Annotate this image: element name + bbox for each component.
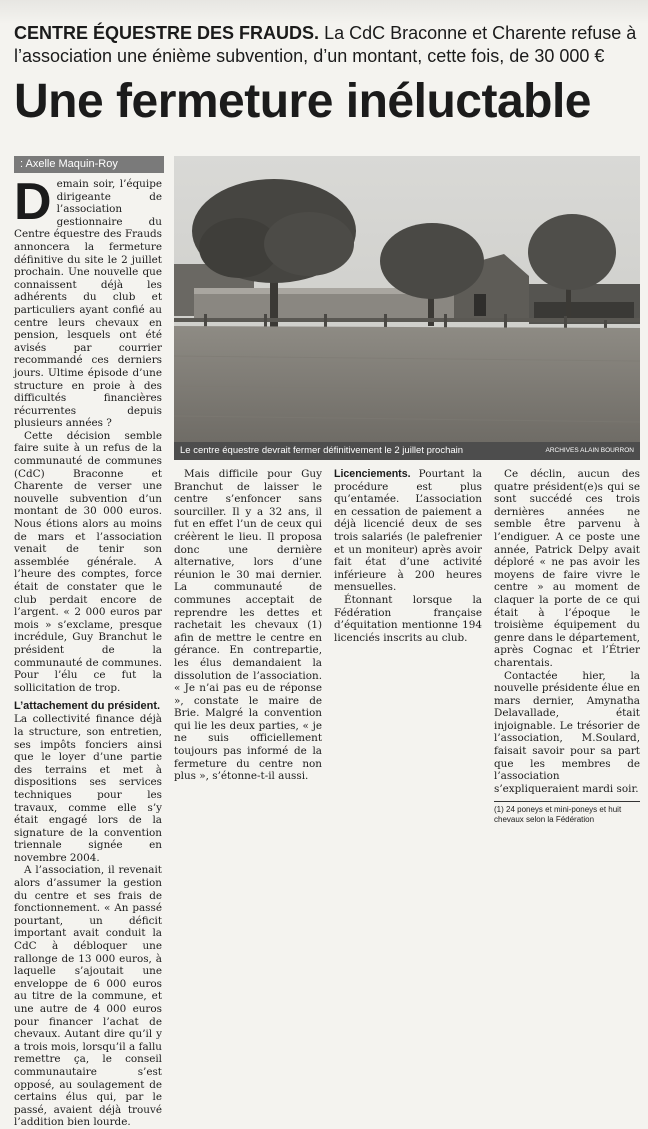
article-photo bbox=[174, 156, 640, 442]
equestrian-arena-photo bbox=[174, 156, 640, 442]
headline: Une fermeture inéluctable bbox=[14, 75, 591, 128]
subhead-licenciements: Licenciements. bbox=[334, 468, 411, 480]
footnote: (1) 24 poneys et mini-poneys et huit chevaux selon la Fédération bbox=[494, 801, 640, 825]
paragraph-8: Ce déclin, aucun des quatre président(e)s qui se sont succédé ces trois dernières années ne semble être parvenu à l’endiguer. A ce poste une année, Patrick Delpy avait déploré « ne pas avoir les moyens de faire vivre le centre » au moment de claquer la porte de ce qui était à l’époque le troisième équipement du genre dans le département, après Cognac et l’Étrier charentais. bbox=[494, 468, 640, 669]
lede-text: emain soir, l’équipe dirigeante de l’association gestionnaire du Centre équestre des Frauds annoncera la fermeture définitive du site le 2 juillet prochain. Une nouvelle que connaissent déjà les adhérents du club et particuliers ayant confié au centre leurs chevaux en pension, lesquels ont été avisés par courrier recommandé ces derniers jours. Ultime épisode d’une structure en proie à des difficultés financières récurrentes depuis plusieurs années ? bbox=[14, 178, 162, 430]
subhead-attachement: L’attachement du président. bbox=[14, 700, 161, 713]
kicker-text: La CdC Braconne et Charente refuse à l’association une énième subvention, d’un montant, cette fois, de 30 000 € bbox=[14, 23, 637, 66]
photo-credit: ARCHIVES ALAIN BOURRON bbox=[545, 447, 634, 454]
paragraph-2: Cette décision semble faire suite à un refus de la communauté de communes (CdC) Braconne et Charente de verser une nouvelle subvention d’un montant de 30 000 euros. Nous étions alors au moins de mars et l’association venait de tenir son assemblée générale. A l’heure des comptes, force était de constater que le club perdait encore de l’argent. « 2 000 euros par mois » s’exclame, presque incrédule, Guy Branchut le président de la communauté de communes. Pour l’élu ce fut la sollicitation de trop. bbox=[14, 429, 162, 694]
paragraph-9: Contactée hier, la nouvelle présidente élue en mars dernier, Amynatha Delavallade, était injoignable. Le trésorier de l’association, M.Soulard, faisait savoir pour sa part que les membres de l’association s’expliqueraient mardi soir. bbox=[494, 669, 640, 795]
photo-caption bbox=[174, 442, 640, 460]
article-column-3 bbox=[334, 468, 482, 758]
caption-text: Le centre équestre devrait fermer définitivement le 2 juillet prochain bbox=[180, 445, 464, 456]
byline: : Axelle Maquin-Roy bbox=[14, 156, 164, 173]
article-column-2 bbox=[174, 468, 322, 783]
paragraph-3: La collectivité finance déjà la structure, son entretien, ses impôts fonciers ainsi que le loyer d’une partie des terrains et met à dispositions ses services techniques pour les travaux, comme elle s’y était engagé lors de la signature de la convention triennale signée en novembre 2004. bbox=[14, 713, 162, 864]
paragraph-7: Étonnant lorsque la Fédération française d’équitation mentionne 194 licenciés inscrits au club. bbox=[334, 593, 482, 644]
kicker-label: CENTRE ÉQUESTRE DES FRAUDS. bbox=[14, 23, 320, 43]
previous-article-bleed bbox=[0, 0, 648, 24]
article-column-4 bbox=[494, 468, 640, 825]
paragraph-6-text: Pourtant la procédure est plus qu’entamée. L’association en cessation de paiement a déjà licencié deux de ses trois salariés (le palefrenier et un moniteur) après avoir fait état d’une activité inférieure à 200 heures mensuelles. bbox=[334, 468, 482, 594]
paragraph-6 bbox=[334, 468, 482, 594]
article-column-1 bbox=[14, 173, 162, 1129]
paragraph-5: Mais difficile pour Guy Branchut de laisser le centre s’enfoncer sans sourciller. Il y a 32 ans, il fut en effet l’un de ceux qui créèrent le lieu. Il proposa donc une dernière alternative, lors d’une réunion le 30 mai dernier. La communauté de communes acceptait de reprendre les dettes et rachetait les chevaux (1) afin de mettre le centre en gérance. En contrepartie, les élus demandaient la dissolution de l’association. « Je n’ai pas eu de réponse », constate le maire de Brie. Malgré la convention qui lie les deux parties, « je ne suis officiellement toujours pas informé de la fermeture du centre non plus », s’étonne-t-il aussi. bbox=[174, 468, 322, 783]
drop-cap: D bbox=[14, 173, 52, 231]
lede-paragraph bbox=[14, 173, 162, 430]
article-kicker bbox=[14, 22, 639, 68]
paragraph-4: A l’association, il revenait alors d’assumer la gestion du centre et ses frais de fonctionnement. « An passé pourtant, un déficit important avait conduit la CdC à débloquer une rallonge de 13 000 euros, à laquelle s’ajoutait une enveloppe de 6 000 euros au titre de la commune, et une autre de 4 000 euros pour financer l’achat de chevaux. Autant dire qu’il y a trois mois, lorsqu’il a fallu remettre ça, le conseil communautaire s’est opposé, au soulagement de certains élus qui, par le passé, avaient déjà trouvé l’addition bien lourde. bbox=[14, 864, 162, 1129]
